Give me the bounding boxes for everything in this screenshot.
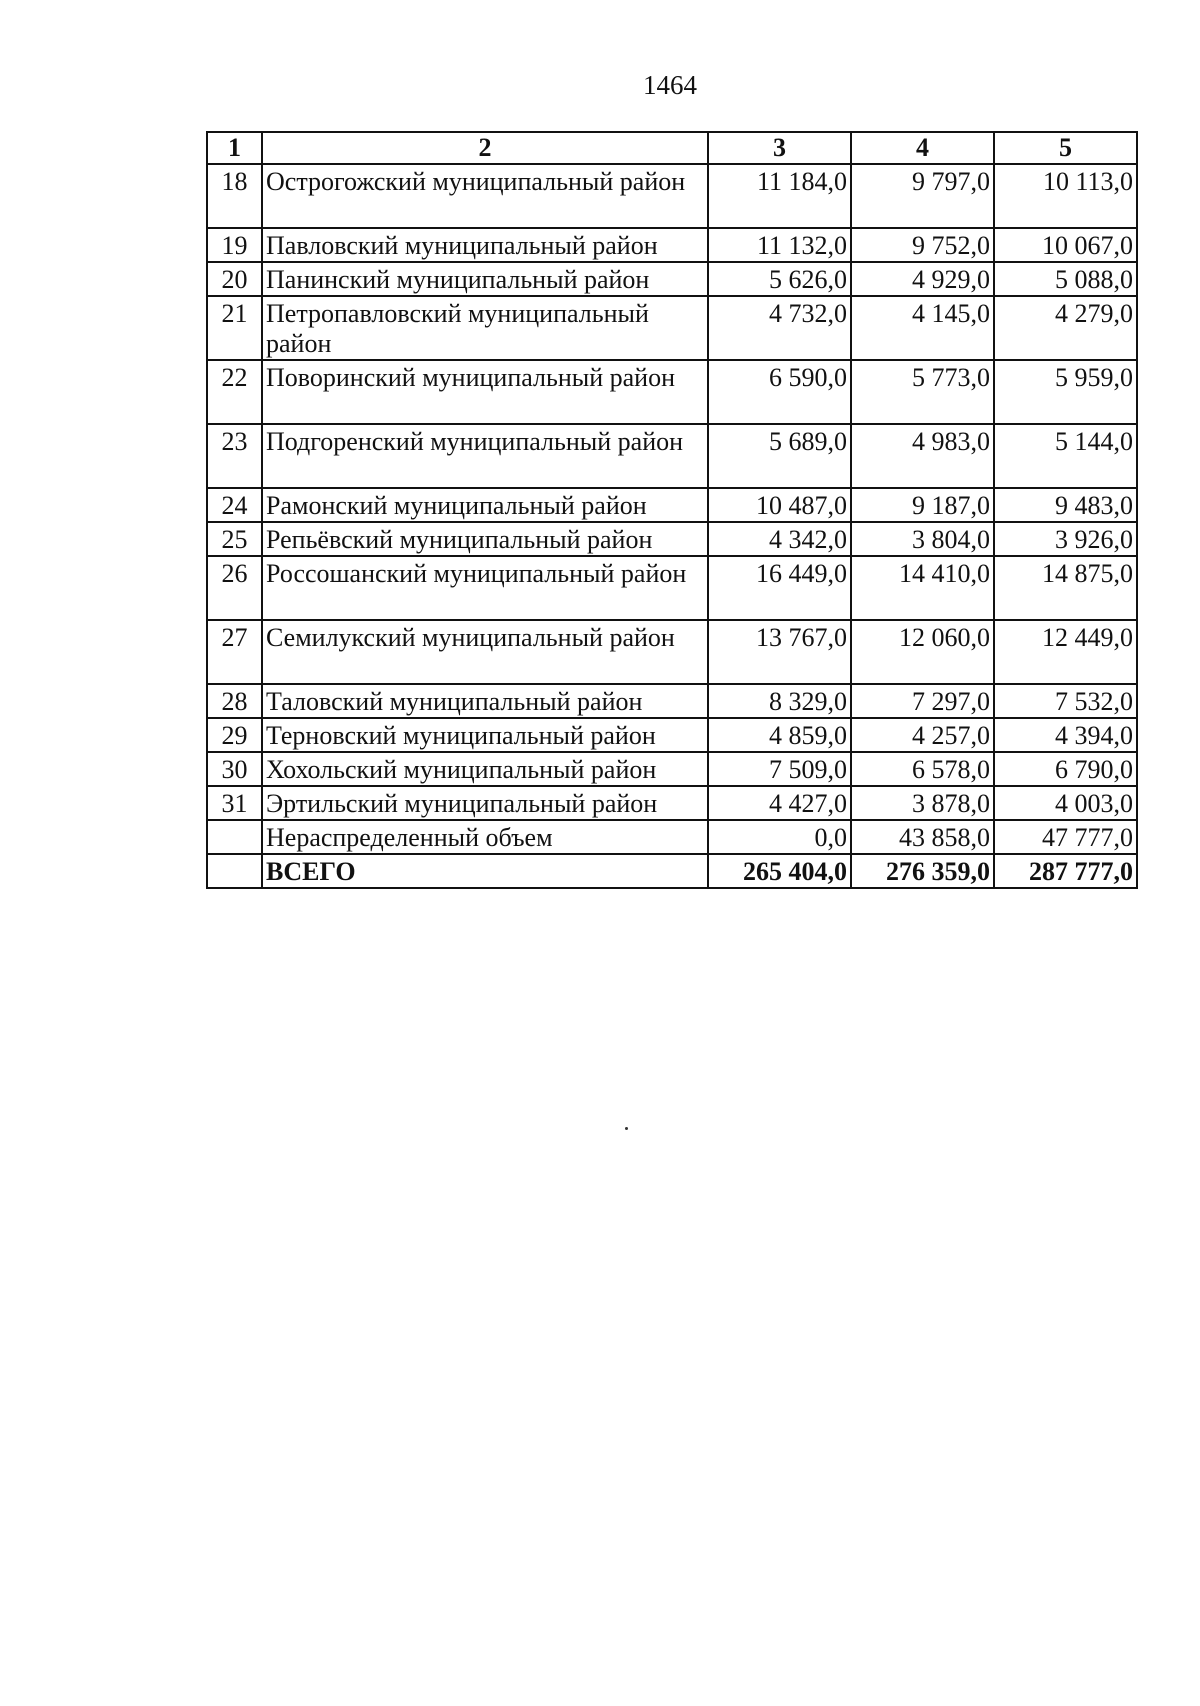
- value-col-4: 3 804,0: [851, 522, 994, 556]
- value-col-3: 4 732,0: [708, 296, 851, 360]
- district-name: Эртильский муниципальный район: [262, 786, 708, 820]
- row-number: 28: [207, 684, 262, 718]
- district-name: Поворинский муниципальный район: [262, 360, 708, 424]
- total-col-4: 276 359,0: [851, 854, 994, 888]
- column-header-4: 4: [851, 132, 994, 164]
- value-col-5: 7 532,0: [994, 684, 1137, 718]
- total-col-5: 287 777,0: [994, 854, 1137, 888]
- table-row: [207, 684, 1137, 718]
- table-row: [207, 262, 1137, 296]
- value-col-5: 3 926,0: [994, 522, 1137, 556]
- unallocated-row: [207, 820, 1137, 854]
- value-col-4: 7 297,0: [851, 684, 994, 718]
- table-row: [207, 556, 1137, 620]
- column-header-1: 1: [207, 132, 262, 164]
- value-col-4: 12 060,0: [851, 620, 994, 684]
- value-col-4: 4 929,0: [851, 262, 994, 296]
- row-number: 19: [207, 228, 262, 262]
- total-col-3: 265 404,0: [708, 854, 851, 888]
- table-row: [207, 164, 1137, 228]
- value-col-4: 5 773,0: [851, 360, 994, 424]
- table-row: [207, 424, 1137, 488]
- district-name: Терновский муниципальный район: [262, 718, 708, 752]
- row-number: 25: [207, 522, 262, 556]
- value-col-5: 5 959,0: [994, 360, 1137, 424]
- column-header-2: 2: [262, 132, 708, 164]
- value-col-3: 7 509,0: [708, 752, 851, 786]
- value-col-5: 10 067,0: [994, 228, 1137, 262]
- value-col-3: 4 859,0: [708, 718, 851, 752]
- row-number: [207, 820, 262, 854]
- district-name: Россошанский муниципальный район: [262, 556, 708, 620]
- value-col-5: 6 790,0: [994, 752, 1137, 786]
- value-col-3: 6 590,0: [708, 360, 851, 424]
- value-col-5: 4 394,0: [994, 718, 1137, 752]
- value-col-4: 14 410,0: [851, 556, 994, 620]
- value-col-5: 9 483,0: [994, 488, 1137, 522]
- value-col-5: 4 003,0: [994, 786, 1137, 820]
- value-col-3: 8 329,0: [708, 684, 851, 718]
- district-name: Репьёвский муниципальный район: [262, 522, 708, 556]
- value-col-3: 5 689,0: [708, 424, 851, 488]
- value-col-3: 4 342,0: [708, 522, 851, 556]
- row-number: 30: [207, 752, 262, 786]
- table-row: [207, 718, 1137, 752]
- page-number: 1464: [643, 70, 697, 100]
- value-col-4: 4 145,0: [851, 296, 994, 360]
- value-col-4: 43 858,0: [851, 820, 994, 854]
- table-row: [207, 752, 1137, 786]
- table-row: [207, 228, 1137, 262]
- value-col-3: 11 132,0: [708, 228, 851, 262]
- row-number: 23: [207, 424, 262, 488]
- value-col-4: 9 797,0: [851, 164, 994, 228]
- stray-mark: [625, 1127, 628, 1130]
- district-name: Рамонский муниципальный район: [262, 488, 708, 522]
- value-col-4: 9 187,0: [851, 488, 994, 522]
- allocation-table: [206, 131, 1138, 889]
- total-label: ВСЕГО: [262, 854, 708, 888]
- header-row: [207, 132, 1137, 164]
- table-row: [207, 488, 1137, 522]
- table-row: [207, 786, 1137, 820]
- table-row: [207, 360, 1137, 424]
- value-col-4: 3 878,0: [851, 786, 994, 820]
- column-header-5: 5: [994, 132, 1137, 164]
- row-number: 27: [207, 620, 262, 684]
- value-col-5: 5 088,0: [994, 262, 1137, 296]
- district-name: Павловский муниципальный район: [262, 228, 708, 262]
- column-header-3: 3: [708, 132, 851, 164]
- row-number: 22: [207, 360, 262, 424]
- row-number: 20: [207, 262, 262, 296]
- value-col-3: 5 626,0: [708, 262, 851, 296]
- table-row: [207, 522, 1137, 556]
- value-col-5: 4 279,0: [994, 296, 1137, 360]
- value-col-5: 14 875,0: [994, 556, 1137, 620]
- value-col-3: 10 487,0: [708, 488, 851, 522]
- value-col-4: 4 257,0: [851, 718, 994, 752]
- value-col-3: 0,0: [708, 820, 851, 854]
- row-number: 18: [207, 164, 262, 228]
- value-col-3: 16 449,0: [708, 556, 851, 620]
- row-number: 29: [207, 718, 262, 752]
- value-col-4: 4 983,0: [851, 424, 994, 488]
- row-number: 31: [207, 786, 262, 820]
- value-col-5: 10 113,0: [994, 164, 1137, 228]
- value-col-4: 9 752,0: [851, 228, 994, 262]
- total-row: [207, 854, 1137, 888]
- district-name: Таловский муниципальный район: [262, 684, 708, 718]
- district-name: Семилукский муниципальный район: [262, 620, 708, 684]
- district-name: Подгоренский муниципальный район: [262, 424, 708, 488]
- value-col-5: 12 449,0: [994, 620, 1137, 684]
- unallocated-label: Нераспределенный объем: [262, 820, 708, 854]
- value-col-5: 47 777,0: [994, 820, 1137, 854]
- value-col-3: 13 767,0: [708, 620, 851, 684]
- row-number: 26: [207, 556, 262, 620]
- table-row: [207, 296, 1137, 360]
- district-name: Хохольский муниципальный район: [262, 752, 708, 786]
- value-col-3: 11 184,0: [708, 164, 851, 228]
- table-row: [207, 620, 1137, 684]
- district-name: Петропавловский муниципальный район: [262, 296, 708, 360]
- value-col-3: 4 427,0: [708, 786, 851, 820]
- value-col-5: 5 144,0: [994, 424, 1137, 488]
- district-name: Острогожский муниципальный район: [262, 164, 708, 228]
- row-number: 21: [207, 296, 262, 360]
- value-col-4: 6 578,0: [851, 752, 994, 786]
- row-number: [207, 854, 262, 888]
- district-name: Панинский муниципальный район: [262, 262, 708, 296]
- row-number: 24: [207, 488, 262, 522]
